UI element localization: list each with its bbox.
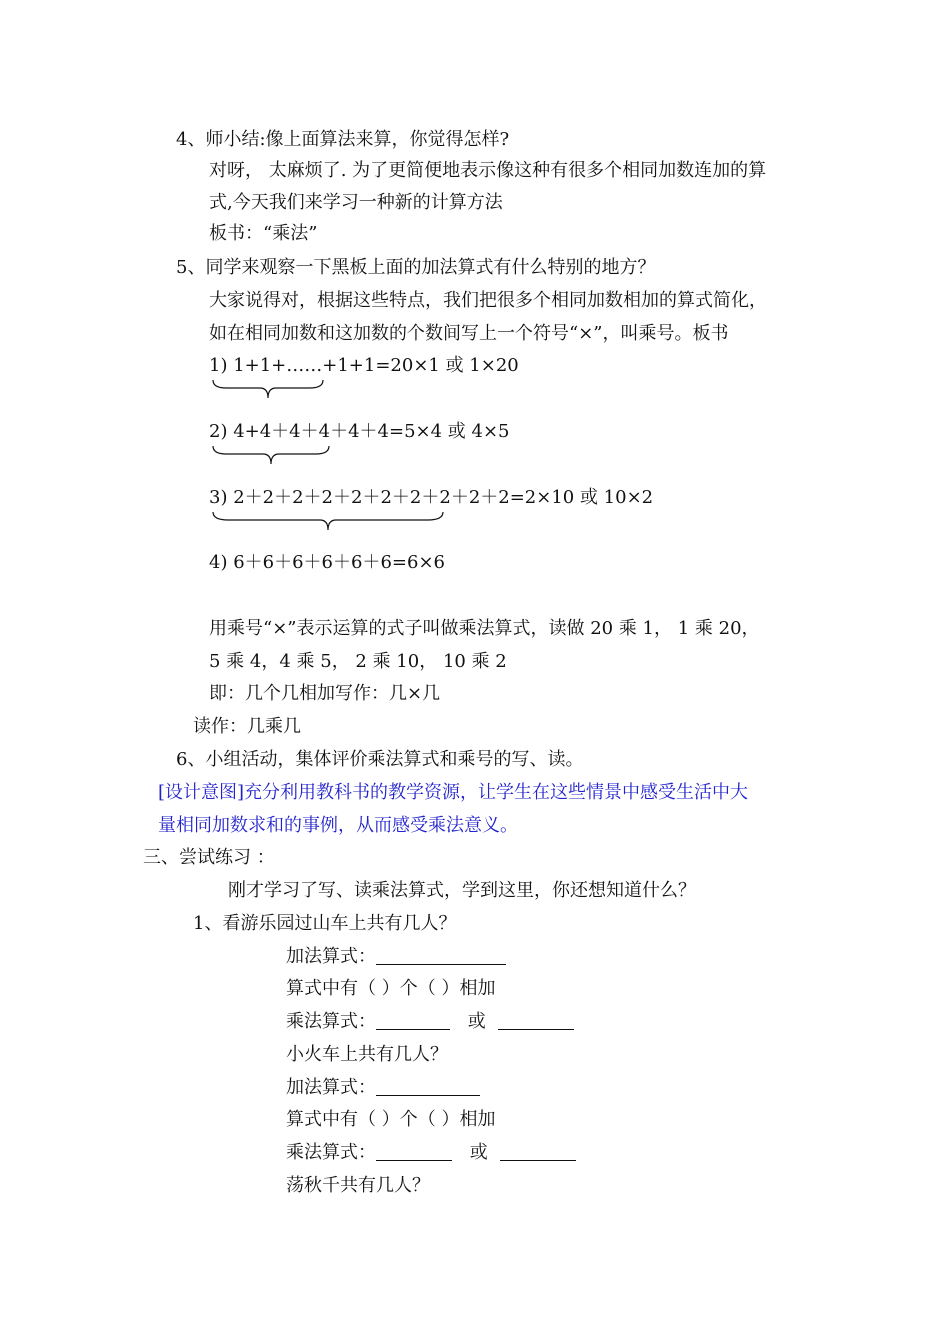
question-1: 1、看游乐园过山车上共有几人？ [193, 913, 457, 934]
section-5-heading: 5、同学来观察一下黑板上面的加法算式有什么特别的地方？ [176, 257, 656, 278]
section-5-line-2: 如在相同加数和这加数的个数间写上一个符号“×”，叫乘号。板书 [209, 323, 729, 344]
section-6-heading: 6、小组活动，集体评价乘法算式和乘号的写、读。 [176, 749, 584, 770]
brace-2 [212, 444, 330, 466]
roller-addition-row [286, 945, 506, 969]
multiplication-blank-a[interactable] [376, 1011, 450, 1030]
section-three-heading: 三、尝试练习 ： [143, 847, 275, 868]
design-intent-line-2: 量相同加数求和的事例，从而感受乘法意义。 [158, 815, 518, 836]
section-4-heading: 4、师小结:像上面算法来算，你觉得怎样? [176, 129, 510, 150]
formula-4: 4) 6＋6＋6＋6＋6＋6=6×6 [209, 552, 445, 573]
train-count-row: 算式中有（ ）个（ ）相加 [286, 1109, 496, 1130]
section-4-line-1: 对呀， 太麻烦了. 为了更简便地表示像这种有很多个相同加数连加的算 [209, 160, 767, 181]
or-word: 或 [467, 1011, 486, 1032]
addition-answer-blank[interactable] [376, 1077, 480, 1096]
train-addition-row [286, 1076, 480, 1100]
write-rule: 即：几个几相加写作：几×几 [209, 683, 441, 704]
read-rule: 读作：几乘几 [193, 716, 301, 737]
multiplication-label: 乘法算式： [286, 1142, 376, 1163]
train-multiplication-row [286, 1141, 576, 1165]
addition-label: 加法算式： [286, 1077, 376, 1098]
brace-1 [212, 378, 324, 400]
formula-1: 1) 1+1+……+1+1=20×1 或 1×20 [209, 355, 519, 376]
multiplication-blank-b[interactable] [498, 1011, 574, 1030]
train-question: 小火车上共有几人？ [286, 1044, 448, 1065]
formula-3: 3) 2＋2＋2＋2＋2＋2＋2＋2＋2＋2=2×10 或 10×2 [209, 487, 654, 508]
brace-3 [212, 510, 444, 532]
formula-2: 2) 4+4＋4＋4＋4＋4=5×4 或 4×5 [209, 421, 510, 442]
roller-count-row: 算式中有（ ）个（ ）相加 [286, 978, 496, 999]
multiplication-label: 乘法算式： [286, 1011, 376, 1032]
addition-answer-blank[interactable] [376, 946, 506, 965]
multiplication-blank-b[interactable] [500, 1142, 576, 1161]
roller-multiplication-row [286, 1010, 574, 1034]
addition-label: 加法算式： [286, 946, 376, 967]
or-word: 或 [469, 1142, 488, 1163]
swing-question: 荡秋千共有几人？ [286, 1175, 430, 1196]
design-intent-line-1: [设计意图]充分利用教科书的教学资源，让学生在这些情景中感受生活中大 [158, 782, 749, 803]
section-4-board-note: 板书：“乘法” [209, 223, 318, 244]
multiplication-blank-a[interactable] [376, 1142, 452, 1161]
reading-line-2: 5 乘 4，4 乘 5， 2 乘 10， 10 乘 2 [209, 651, 507, 672]
section-5-line-1: 大家说得对，根据这些特点，我们把很多个相同加数相加的算式简化， [209, 290, 767, 311]
section-three-intro: 刚才学习了写、读乘法算式，学到这里，你还想知道什么？ [228, 880, 696, 901]
reading-line-1: 用乘号“×”表示运算的式子叫做乘法算式，读做 20 乘 1， 1 乘 20， [209, 618, 760, 639]
section-4-line-2: 式,今天我们来学习一种新的计算方法 [209, 192, 503, 213]
